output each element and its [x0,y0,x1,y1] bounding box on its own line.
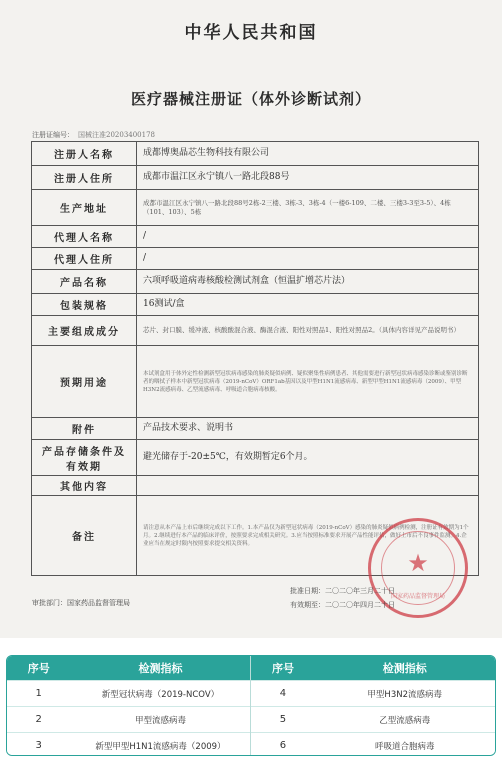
target-index: 4 [251,681,314,707]
field-value: 成都市温江区永宁镇八一路北段88号2栋-2三楼、3栋-3、3栋-4（一楼6-109、二楼、三楼3-3至3-5）、4栋（101、103）、5栋 [137,190,479,226]
field-key: 代理人住所 [32,248,137,270]
table-row [32,166,479,190]
header-row [7,656,495,681]
target-index: 6 [251,733,314,757]
field-value: / [137,248,479,270]
table-row [7,733,495,757]
registration-number-label: 注册证编号： [32,131,74,139]
seal-text: 国家药品监督管理局 [390,593,445,600]
approval-department: 审批部门：国家药品监督管理局 [32,599,130,607]
target-name: 甲型流感病毒 [70,707,251,733]
field-value: 成都市温江区永宁镇八一路北段88号 [137,166,479,190]
certificate-title: 医疗器械注册证（体外诊断试剂） [130,90,371,108]
field-value: 芯片、封口膜、缓冲液、核酸酸混合液、酶混合液、阳性对照品1、阳性对照品2。（具体内容详见产品说明书） [137,316,479,346]
field-key: 注册人住所 [32,166,137,190]
column-header-target: 检测指标 [314,656,495,681]
target-name: 乙型流感病毒 [314,707,495,733]
field-key: 注册人名称 [32,142,137,166]
table-row [7,707,495,733]
field-key: 预期用途 [32,346,137,418]
table-row [32,190,479,226]
field-key: 产品存储条件及有效期 [32,440,137,476]
target-name: 呼吸道合胞病毒 [314,733,495,757]
table-row [32,226,479,248]
target-index: 5 [251,707,314,733]
target-index: 3 [7,733,70,757]
approval-date: 批准日期：二〇二〇年三月二十日 [290,587,395,595]
field-value: 16测试/盒 [137,294,479,316]
column-header-index: 序号 [7,656,70,681]
table-row [32,270,479,294]
field-value: 避光储存于-20±5℃，有效期暂定6个月。 [137,440,479,476]
table-row [32,248,479,270]
table-row [32,142,479,166]
table-row [32,294,479,316]
field-value: 六项呼吸道病毒核酸检测试剂盒（恒温扩增芯片法） [137,270,479,294]
table-row [32,440,479,476]
field-value: 成都博奥晶芯生物科技有限公司 [137,142,479,166]
field-key: 主要组成成分 [32,316,137,346]
expiry-date: 有效期至：二〇二〇年四月二十日 [290,601,395,609]
field-key: 包装规格 [32,294,137,316]
target-name: 新型冠状病毒（2019-NCOV） [70,681,251,707]
field-key: 生产地址 [32,190,137,226]
registration-number [32,130,155,140]
target-name: 甲型H3N2流感病毒 [314,681,495,707]
target-index: 1 [7,681,70,707]
table-row [32,316,479,346]
certificate-table [31,141,479,576]
dates-block [290,584,395,612]
country-title: 中华人民共和国 [184,23,318,43]
registration-number-value: 国械注准20203400178 [78,131,155,139]
column-header-target: 检测指标 [70,656,251,681]
table-row [32,476,479,496]
field-key: 代理人名称 [32,226,137,248]
target-index: 2 [7,707,70,733]
field-value [137,476,479,496]
field-value: 本试剂盒用于体外定性检测新型冠状病毒感染的肺炎疑似病例、疑似聚集性病例患者、其他需要进行新型冠状病毒感染诊断或鉴别诊断者的咽拭子样本中新型冠状病毒（2019-nCoV）ORF1ab基因以及甲型H1N1流感病毒、新型甲型H1N1流感病毒（2009）、甲型H3N2流感病毒、乙型流感病毒、呼吸道合胞病毒核酸。 [137,346,479,418]
field-key: 附件 [32,418,137,440]
field-key: 备注 [32,496,137,576]
table-row [32,346,479,418]
target-name: 新型甲型H1N1流感病毒（2009） [70,733,251,757]
field-key: 其他内容 [32,476,137,496]
star-icon: ★ [407,549,429,577]
detection-targets-table [6,655,496,756]
field-key: 产品名称 [32,270,137,294]
table-row [7,681,495,707]
table-row [32,418,479,440]
column-header-index: 序号 [251,656,314,681]
field-value: 产品技术要求、说明书 [137,418,479,440]
field-value: 请注意从本产品上市后继续完成以下工作。1.本产品仅为新型冠状病毒（2019-nCoV）感染的肺炎疑似病例检测，注册证有效期为1个月。2.继续进行本产品的临床评价，按照要求完成相关研究。3.应当按照标准要求开展产品性能评估，做好上市后不良事件监测。4.企业应当在规定时限内按照要求提交相关资料。 [137,496,479,576]
field-value: / [137,226,479,248]
